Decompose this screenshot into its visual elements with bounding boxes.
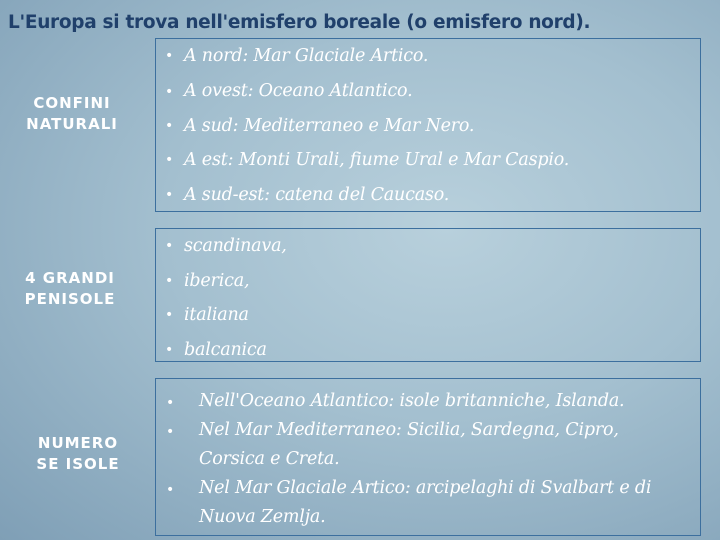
list-item: scandinava,: [184, 236, 287, 256]
bullet: •: [165, 273, 174, 289]
slide-title: L'Europa si trova nell'emisfero boreale (o emisfero nord).: [8, 12, 591, 33]
list-item: Nell'Oceano Atlantico: isole britanniche, Islanda.: [199, 391, 625, 411]
list-item: balcanica: [184, 340, 267, 360]
bullet: •: [165, 84, 174, 100]
list-item: A est: Monti Urali, fiume Ural e Mar Caspio.: [184, 150, 570, 170]
list-item: A nord: Mar Glaciale Artico.: [184, 46, 429, 66]
bullet: •: [165, 307, 174, 323]
list-item: Nel Mar Mediterraneo: Sicilia, Sardegna, Cipro,: [199, 420, 619, 440]
bullet: •: [165, 238, 174, 254]
list-item-continuation: Nuova Zemlja.: [199, 507, 326, 527]
bullet: •: [166, 424, 175, 440]
label-numero-isole: NUMERO SE ISOLE: [36, 434, 120, 473]
list-item: A sud-est: catena del Caucaso.: [184, 185, 450, 205]
bullet: •: [165, 118, 174, 134]
bullet: •: [165, 187, 174, 203]
bullet: •: [166, 482, 175, 498]
list-item: A sud: Mediterraneo e Mar Nero.: [184, 116, 475, 136]
list-item: italiana: [184, 305, 249, 325]
label-confini-naturali: CONFINI NATURALI: [26, 94, 118, 133]
bullet: •: [165, 48, 174, 64]
label-grandi-penisole: 4 GRANDI PENISOLE: [24, 269, 116, 308]
list-item: Nel Mar Glaciale Artico: arcipelaghi di Svalbart e di: [199, 478, 652, 498]
bullet: •: [165, 342, 174, 358]
bullet: •: [165, 152, 174, 168]
list-item: iberica,: [184, 271, 250, 291]
list-item: A ovest: Oceano Atlantico.: [184, 81, 413, 101]
list-item-continuation: Corsica e Creta.: [199, 449, 340, 469]
bullet: •: [166, 395, 175, 411]
